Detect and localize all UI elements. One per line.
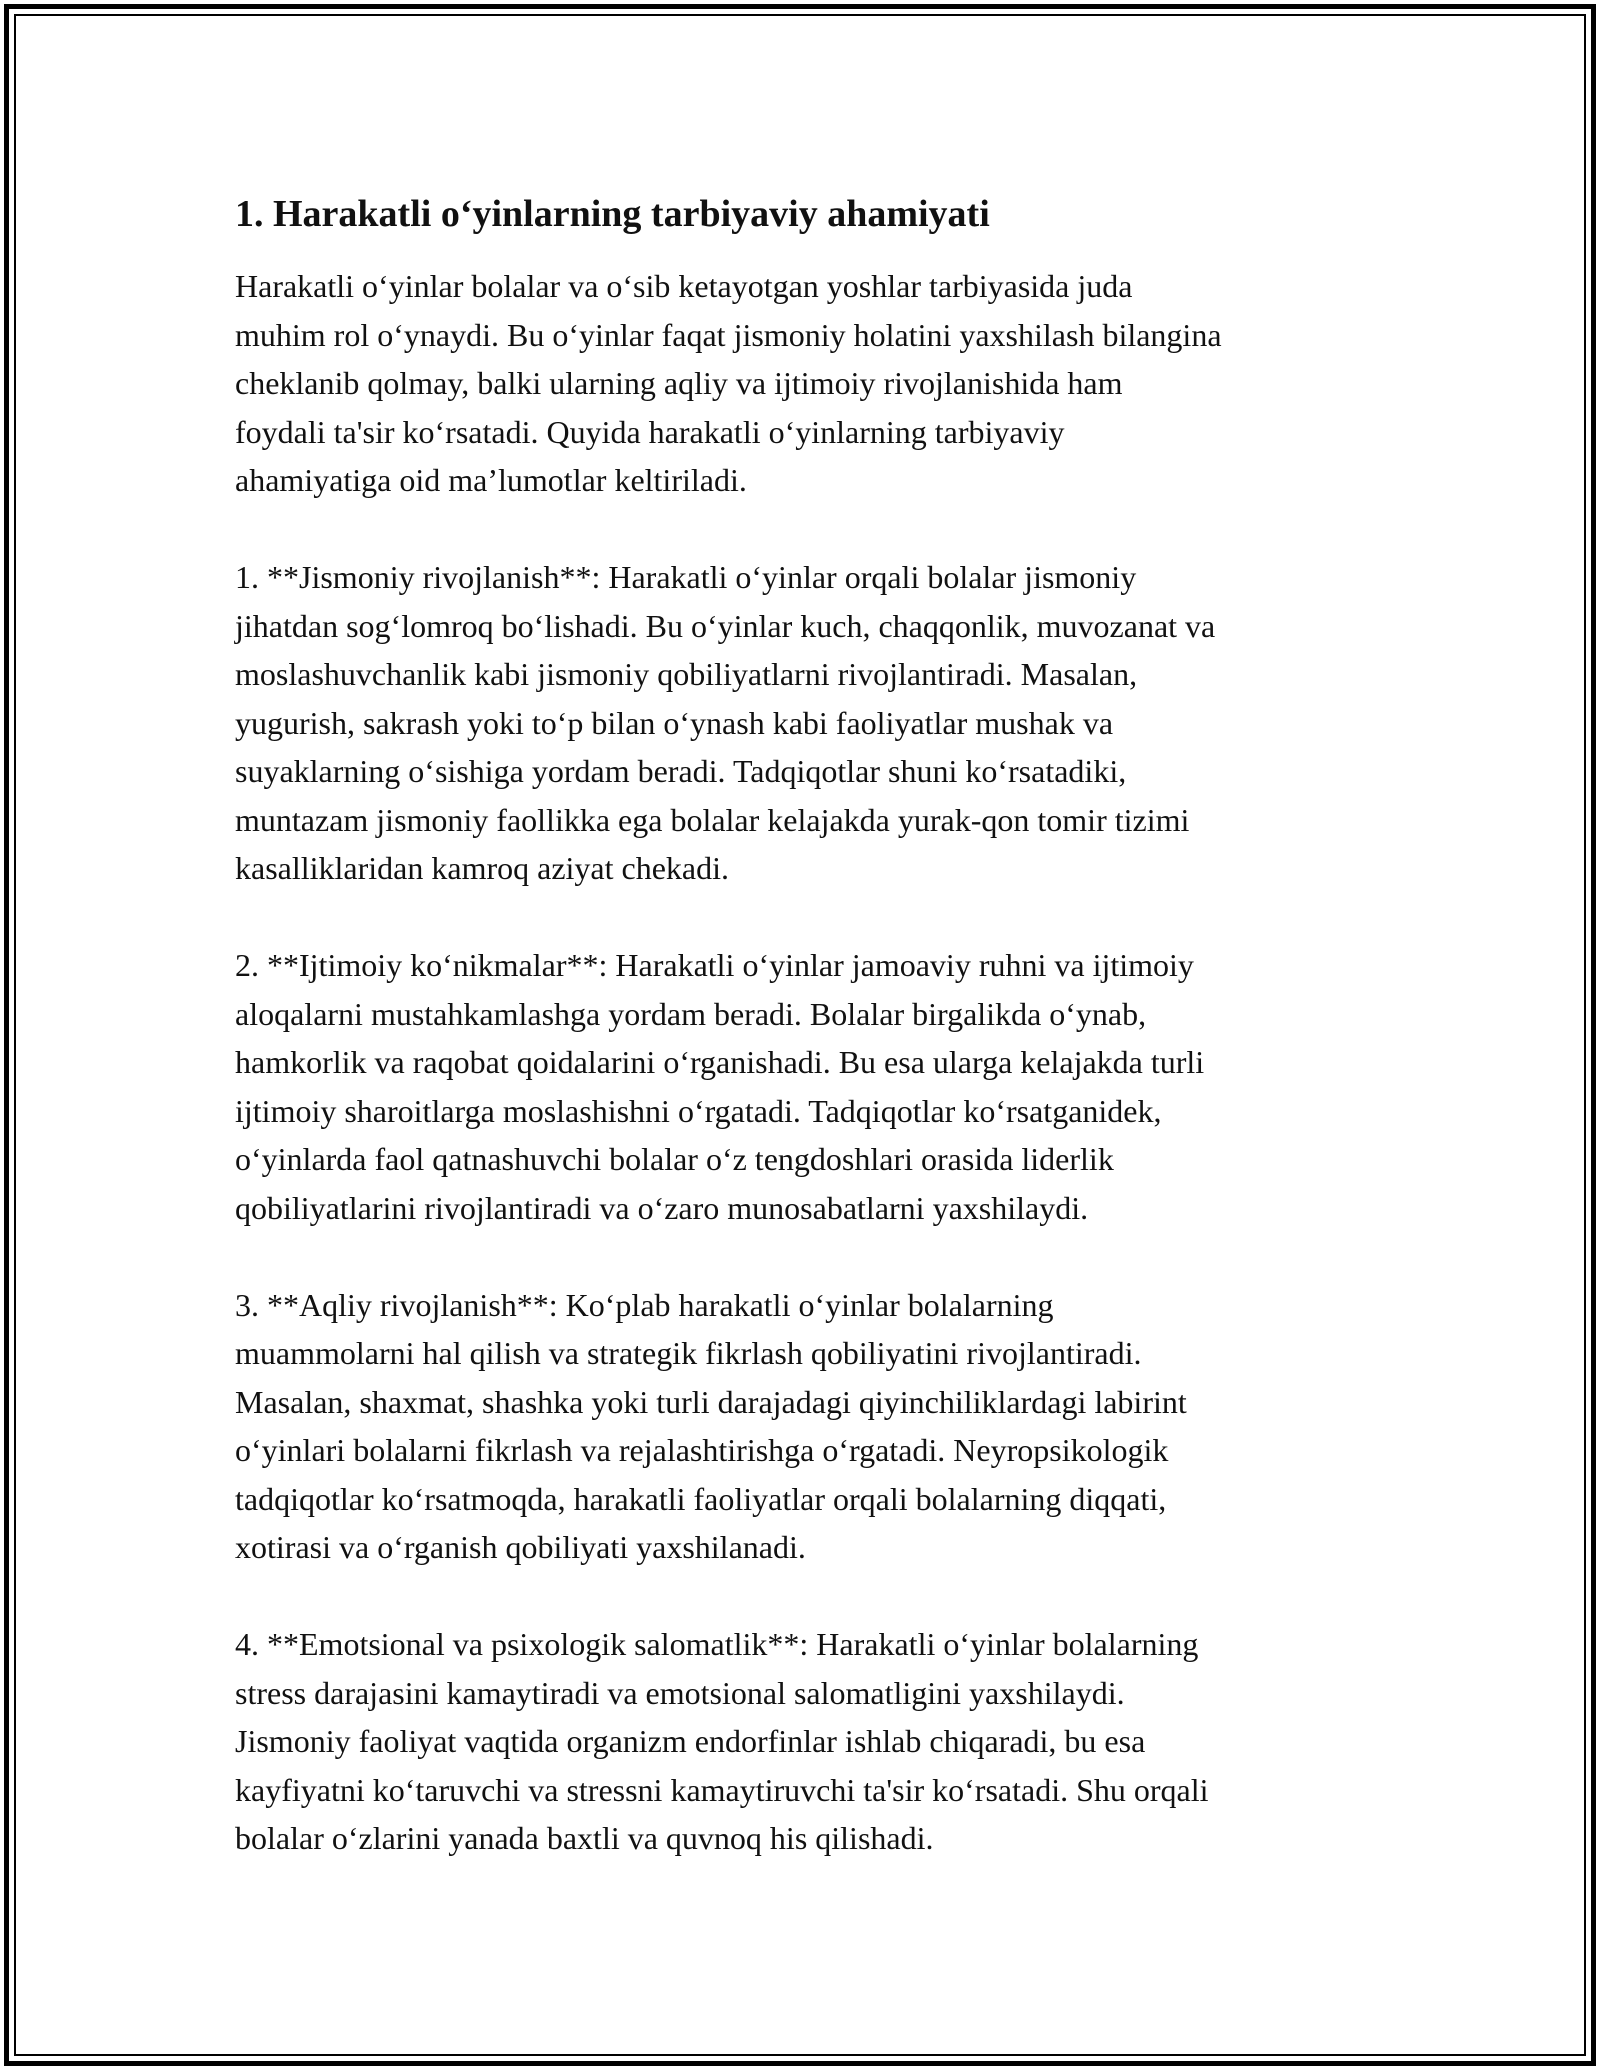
paragraph-mental-development: 3. **Aqliy rivojlanish**: Ko‘plab harakatli o‘yinlar bolalarning muammolarni hal qilish va strategik fikrlash qobiliyatini rivojlantiradi. Masalan, shaxmat, shashka yoki turli darajadagi qiyinchiliklardagi labirint o‘yinlari bolalarni fikrlash va rejalashtirishga o‘rgatadi. Neyropsikologik tadqiqotlar ko‘rsatmoqda, harakatli faoliyatlar orqali bolalarning diqqati, xotirasi va o‘rganish qobiliyati yaxshilanadi. [235, 1286, 1187, 1565]
document-body [235, 190, 1395, 1911]
paragraph-physical-development: 1. **Jismoniy rivojlanish**: Harakatli o‘yinlar orqali bolalar jismoniy jihatdan sog‘lomroq bo‘lishadi. Bu o‘yinlar kuch, chaqqonlik, muvozanat va moslashuvchanlik kabi jismoniy qobiliyatlarni rivojlantiradi. Masalan, yugurish, sakrash yoki to‘p bilan o‘ynash kabi faoliyatlar mushak va suyaklarning o‘sishiga yordam beradi. Tadqiqotlar shuni ko‘rsatadiki, muntazam jismoniy faollikka ega bolalar kelajakda yurak-qon tomir tizimi kasalliklaridan kamroq aziyat chekadi. [235, 559, 1216, 886]
paragraph-social-skills: 2. **Ijtimoiy ko‘nikmalar**: Harakatli o‘yinlar jamoaviy ruhni va ijtimoiy aloqalarni mustahkamlashga yordam beradi. Bolalar birgalikda o‘ynab, hamkorlik va raqobat qoidalarini o‘rganishadi. Bu esa ularga kelajakda turli ijtimoiy sharoitlarga moslashishni o‘rgatadi. Tadqiqotlar ko‘rsatganidek, o‘yinlarda faol qatnashuvchi bolalar o‘z tengdoshlari orasida liderlik qobiliyatlarini rivojlantiradi va o‘zaro munosabatlarni yaxshilaydi. [235, 947, 1205, 1226]
paragraph-emotional-health: 4. **Emotsional va psixologik salomatlik**: Harakatli o‘yinlar bolalarning stress darajasini kamaytiradi va emotsional salomatligini yaxshilaydi. Jismoniy faoliyat vaqtida organizm endorfinlar ishlab chiqaradi, bu esa kayfiyatni ko‘taruvchi va stressni kamaytiruvchi ta'sir ko‘rsatadi. Shu orqali bolalar o‘zlarini yanada baxtli va quvnoq his qilishadi. [235, 1626, 1209, 1856]
intro-paragraph: Harakatli o‘yinlar bolalar va o‘sib ketayotgan yoshlar tarbiyasida juda muhim rol o‘ynaydi. Bu o‘yinlar faqat jismoniy holatini yaxshilash bilangina cheklanib qolmay, balki ularning aqliy va ijtimoiy rivojlanishida ham foydali ta'sir ko‘rsatadi. Quyida harakatli o‘yinlarning tarbiyaviy ahamiyatiga oid ma’lumotlar keltiriladi. [235, 268, 1222, 498]
section-heading: 1. Harakatli o‘yinlarning tarbiyaviy ahamiyati [235, 193, 990, 235]
